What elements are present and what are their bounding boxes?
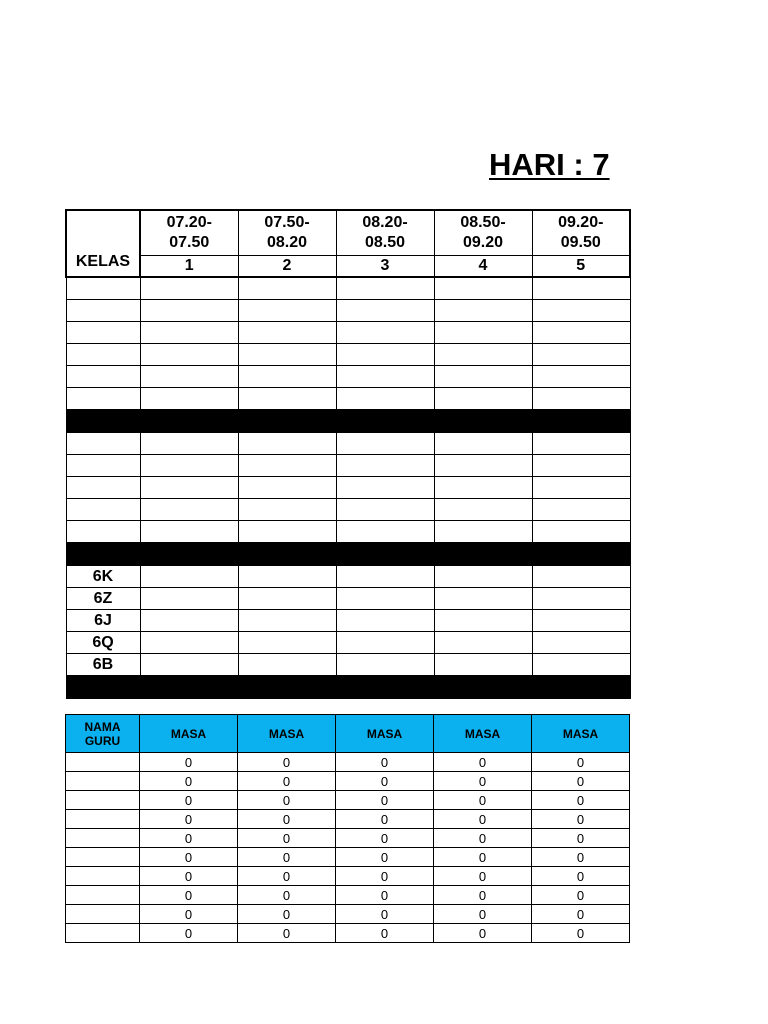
period-cell[interactable] (434, 366, 532, 388)
period-cell[interactable] (238, 610, 336, 632)
schedule-row (66, 344, 630, 366)
period-cell[interactable] (434, 610, 532, 632)
period-cell[interactable] (532, 654, 630, 676)
masa-value-cell: 0 (336, 772, 434, 791)
masa-value-cell: 0 (532, 753, 630, 772)
separator-cell (66, 676, 140, 699)
class-label: 6J (66, 610, 140, 632)
period-cell[interactable] (238, 277, 336, 300)
period-cell[interactable] (532, 521, 630, 543)
period-cell[interactable] (336, 654, 434, 676)
separator-cell (532, 543, 630, 566)
schedule-row (66, 499, 630, 521)
schedule-row (66, 388, 630, 410)
period-cell[interactable] (434, 388, 532, 410)
teacher-row (66, 886, 630, 905)
period-cell[interactable] (532, 610, 630, 632)
period-time-start: 07.50- (264, 213, 310, 231)
teacher-table (65, 714, 630, 943)
period-cell[interactable] (532, 632, 630, 654)
period-cell[interactable] (238, 588, 336, 610)
masa-value-cell: 0 (532, 848, 630, 867)
masa-value-cell: 0 (532, 829, 630, 848)
schedule-row (66, 433, 630, 455)
period-cell[interactable] (434, 499, 532, 521)
period-cell[interactable] (336, 477, 434, 499)
period-cell[interactable] (336, 566, 434, 588)
period-cell[interactable] (336, 499, 434, 521)
period-cell[interactable] (140, 566, 238, 588)
period-cell[interactable] (140, 433, 238, 455)
masa-value-cell: 0 (336, 753, 434, 772)
masa-value-cell: 0 (140, 753, 238, 772)
masa-value-cell: 0 (532, 924, 630, 943)
masa-value-cell: 0 (238, 791, 336, 810)
period-cell[interactable] (140, 388, 238, 410)
period-cell[interactable] (140, 366, 238, 388)
masa-value-cell: 0 (336, 791, 434, 810)
period-time-end: 09.50 (560, 233, 601, 251)
period-cell[interactable] (140, 300, 238, 322)
class-cell[interactable] (66, 388, 140, 410)
separator-cell (238, 410, 336, 433)
masa-value-cell: 0 (336, 886, 434, 905)
schedule-row (66, 521, 630, 543)
masa-value-cell: 0 (238, 829, 336, 848)
period-cell[interactable] (140, 588, 238, 610)
masa-value-cell: 0 (434, 867, 532, 886)
teacher-name-cell[interactable] (66, 829, 140, 848)
class-cell[interactable] (66, 366, 140, 388)
period-cell[interactable] (140, 610, 238, 632)
period-time-end: 09.20 (462, 233, 504, 251)
period-cell[interactable] (140, 455, 238, 477)
masa-value-cell: 0 (238, 886, 336, 905)
period-cell[interactable] (140, 632, 238, 654)
period-cell[interactable] (434, 277, 532, 300)
period-cell[interactable] (434, 632, 532, 654)
separator-cell (238, 543, 336, 566)
teacher-name-cell[interactable] (66, 886, 140, 905)
teacher-row (66, 905, 630, 924)
schedule-group-b (66, 433, 630, 543)
period-cell[interactable] (532, 477, 630, 499)
masa-value-cell: 0 (238, 924, 336, 943)
masa-value-cell: 0 (336, 829, 434, 848)
masa-value-cell: 0 (140, 867, 238, 886)
masa-value-cell: 0 (238, 848, 336, 867)
period-cell[interactable] (532, 366, 630, 388)
masa-header: MASA (140, 715, 238, 753)
masa-value-cell: 0 (140, 905, 238, 924)
teacher-name-header-line2: GURU (84, 733, 121, 748)
teacher-name-cell[interactable] (66, 905, 140, 924)
separator-cell (532, 676, 630, 699)
class-label: 6Q (66, 632, 140, 654)
class-row (66, 566, 630, 588)
teacher-row (66, 829, 630, 848)
masa-value-cell: 0 (532, 772, 630, 791)
period-cell[interactable] (336, 277, 434, 300)
period-cell[interactable] (532, 588, 630, 610)
period-cell[interactable] (532, 455, 630, 477)
period-time-start: 08.20- (362, 213, 408, 231)
period-cell[interactable] (140, 477, 238, 499)
teacher-name-header (66, 715, 140, 753)
separator-cell (336, 543, 434, 566)
teacher-row (66, 810, 630, 829)
period-time-header (238, 210, 336, 255)
period-cell[interactable] (336, 388, 434, 410)
class-cell[interactable] (66, 433, 140, 455)
period-cell[interactable] (238, 632, 336, 654)
separator-cell (140, 543, 238, 566)
class-cell[interactable] (66, 300, 140, 322)
period-cell[interactable] (434, 588, 532, 610)
masa-value-cell: 0 (434, 848, 532, 867)
period-cell[interactable] (140, 499, 238, 521)
class-cell[interactable] (66, 277, 140, 300)
period-cell[interactable] (238, 366, 336, 388)
masa-value-cell: 0 (532, 810, 630, 829)
period-cell[interactable] (434, 521, 532, 543)
teacher-row (66, 924, 630, 943)
period-cell[interactable] (336, 521, 434, 543)
period-number: 4 (434, 255, 532, 277)
masa-value-cell: 0 (140, 924, 238, 943)
period-cell[interactable] (336, 300, 434, 322)
separator-cell (140, 676, 238, 699)
schedule-group-a (66, 277, 630, 410)
period-number: 3 (336, 255, 434, 277)
masa-value-cell: 0 (532, 791, 630, 810)
period-time-header (532, 210, 630, 255)
period-cell[interactable] (434, 566, 532, 588)
period-time-header (336, 210, 434, 255)
masa-value-cell: 0 (336, 810, 434, 829)
teacher-name-cell[interactable] (66, 753, 140, 772)
period-cell[interactable] (238, 388, 336, 410)
period-cell[interactable] (140, 277, 238, 300)
period-cell[interactable] (238, 477, 336, 499)
separator-cell (66, 410, 140, 433)
schedule-table (65, 209, 631, 699)
class-rows (66, 566, 630, 676)
period-cell[interactable] (532, 344, 630, 366)
period-cell[interactable] (238, 566, 336, 588)
masa-value-cell: 0 (434, 886, 532, 905)
period-cell[interactable] (140, 654, 238, 676)
masa-header: MASA (434, 715, 532, 753)
period-cell[interactable] (336, 322, 434, 344)
masa-value-cell: 0 (434, 753, 532, 772)
class-cell[interactable] (66, 322, 140, 344)
period-cell[interactable] (532, 388, 630, 410)
teacher-name-cell[interactable] (66, 772, 140, 791)
period-cell[interactable] (434, 455, 532, 477)
period-cell[interactable] (532, 433, 630, 455)
masa-value-cell: 0 (336, 867, 434, 886)
masa-value-cell: 0 (532, 905, 630, 924)
class-row (66, 588, 630, 610)
masa-value-cell: 0 (238, 867, 336, 886)
period-cell[interactable] (140, 521, 238, 543)
period-time-header (434, 210, 532, 255)
class-cell[interactable] (66, 455, 140, 477)
period-time-header (140, 210, 238, 255)
period-cell[interactable] (434, 322, 532, 344)
period-cell[interactable] (238, 433, 336, 455)
class-label: 6Z (66, 588, 140, 610)
separator-bar (66, 410, 630, 433)
schedule-row (66, 477, 630, 499)
separator-cell (434, 410, 532, 433)
period-cell[interactable] (532, 499, 630, 521)
period-cell[interactable] (336, 610, 434, 632)
masa-value-cell: 0 (336, 848, 434, 867)
masa-value-cell: 0 (434, 905, 532, 924)
separator-bar (66, 676, 630, 699)
period-cell[interactable] (434, 433, 532, 455)
period-cell[interactable] (532, 277, 630, 300)
period-cell[interactable] (238, 654, 336, 676)
period-cell[interactable] (336, 433, 434, 455)
masa-value-cell: 0 (434, 772, 532, 791)
schedule-row (66, 322, 630, 344)
period-time-end: 08.50 (364, 233, 406, 251)
masa-value-cell: 0 (434, 829, 532, 848)
class-row (66, 632, 630, 654)
period-time-start: 08.50- (460, 213, 506, 231)
masa-value-cell: 0 (434, 810, 532, 829)
separator-cell (140, 410, 238, 433)
schedule-row (66, 300, 630, 322)
teacher-name-header-line1: NAMA (84, 719, 121, 734)
masa-value-cell: 0 (238, 810, 336, 829)
period-number: 1 (140, 255, 238, 277)
period-number: 2 (238, 255, 336, 277)
teacher-row (66, 753, 630, 772)
masa-value-cell: 0 (434, 791, 532, 810)
period-number: 5 (532, 255, 630, 277)
teacher-row (66, 867, 630, 886)
separator-cell (336, 410, 434, 433)
kelas-header: KELAS (66, 210, 140, 277)
teacher-row (66, 772, 630, 791)
teacher-row (66, 791, 630, 810)
separator-cell (434, 543, 532, 566)
masa-value-cell: 0 (140, 810, 238, 829)
teacher-name-cell[interactable] (66, 867, 140, 886)
class-row (66, 610, 630, 632)
period-cell[interactable] (238, 455, 336, 477)
period-time-end: 07.50 (169, 233, 210, 251)
period-cell[interactable] (238, 322, 336, 344)
class-label: 6K (66, 566, 140, 588)
schedule-row (66, 366, 630, 388)
class-cell[interactable] (66, 477, 140, 499)
masa-value-cell: 0 (238, 772, 336, 791)
masa-value-cell: 0 (532, 867, 630, 886)
period-cell[interactable] (140, 344, 238, 366)
schedule-row (66, 277, 630, 300)
period-cell[interactable] (336, 632, 434, 654)
period-cell[interactable] (140, 322, 238, 344)
separator-cell (66, 543, 140, 566)
class-row (66, 654, 630, 676)
class-label: 6B (66, 654, 140, 676)
period-cell[interactable] (532, 322, 630, 344)
period-time-end: 08.20 (266, 233, 308, 251)
teacher-name-cell[interactable] (66, 848, 140, 867)
period-cell[interactable] (434, 477, 532, 499)
separator-cell (434, 676, 532, 699)
separator-cell (238, 676, 336, 699)
masa-value-cell: 0 (238, 753, 336, 772)
masa-value-cell: 0 (140, 886, 238, 905)
period-time-start: 09.20- (558, 213, 604, 231)
masa-value-cell: 0 (434, 924, 532, 943)
masa-header: MASA (238, 715, 336, 753)
period-time-start: 07.20- (166, 213, 212, 231)
period-cell[interactable] (238, 499, 336, 521)
masa-value-cell: 0 (336, 924, 434, 943)
teacher-name-cell[interactable] (66, 810, 140, 829)
masa-value-cell: 0 (140, 772, 238, 791)
teacher-name-cell[interactable] (66, 924, 140, 943)
masa-value-cell: 0 (238, 905, 336, 924)
class-cell[interactable] (66, 344, 140, 366)
period-cell[interactable] (532, 566, 630, 588)
teacher-name-cell[interactable] (66, 791, 140, 810)
period-cell[interactable] (238, 300, 336, 322)
separator-cell (336, 676, 434, 699)
separator-cell (532, 410, 630, 433)
period-cell[interactable] (336, 344, 434, 366)
masa-value-cell: 0 (140, 848, 238, 867)
period-cell[interactable] (434, 344, 532, 366)
period-cell[interactable] (434, 300, 532, 322)
period-cell[interactable] (238, 521, 336, 543)
period-cell[interactable] (336, 455, 434, 477)
period-cell[interactable] (434, 654, 532, 676)
masa-value-cell: 0 (140, 829, 238, 848)
teacher-row (66, 848, 630, 867)
period-cell[interactable] (336, 366, 434, 388)
masa-value-cell: 0 (140, 791, 238, 810)
schedule-row (66, 455, 630, 477)
separator-bar (66, 543, 630, 566)
page-title: HARI : 7 (489, 147, 610, 182)
masa-header: MASA (336, 715, 434, 753)
class-cell[interactable] (66, 499, 140, 521)
masa-value-cell: 0 (336, 905, 434, 924)
class-cell[interactable] (66, 521, 140, 543)
period-cell[interactable] (238, 344, 336, 366)
masa-header: MASA (532, 715, 630, 753)
period-cell[interactable] (336, 588, 434, 610)
masa-value-cell: 0 (532, 886, 630, 905)
period-cell[interactable] (532, 300, 630, 322)
